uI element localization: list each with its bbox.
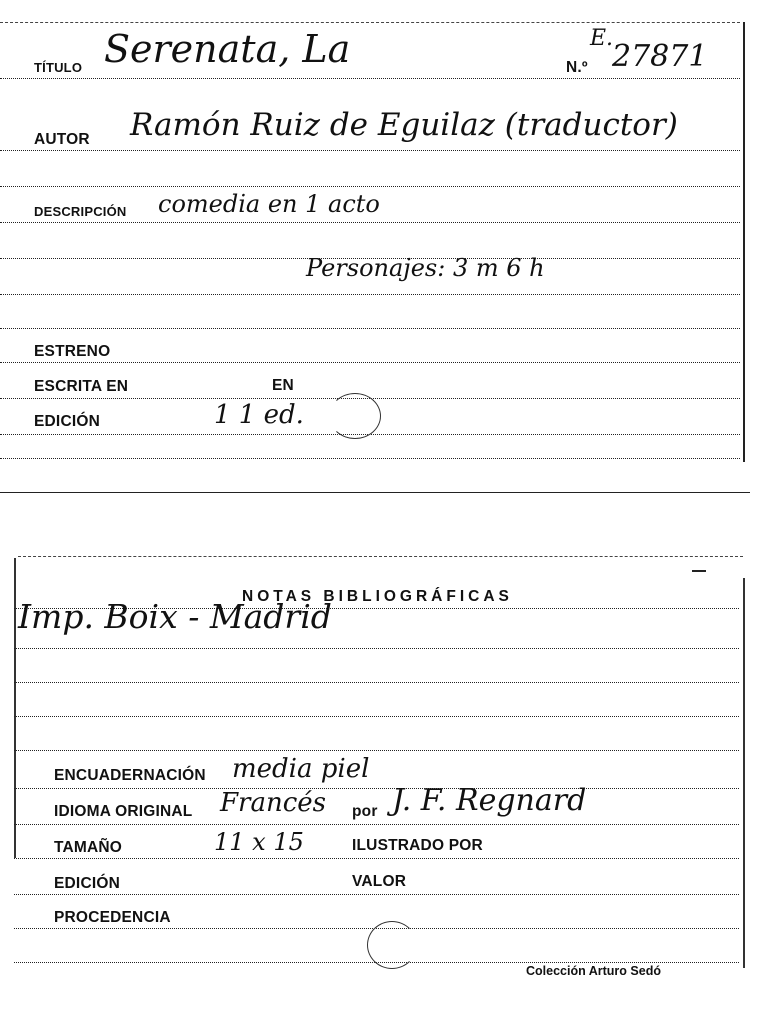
edicion-label: EDICIÓN [34,413,100,430]
encuadernacion-label: ENCUADERNACIÓN [54,767,206,784]
valor-label: VALOR [352,873,407,890]
personajes-value: Personajes: 3 m 6 h [306,254,545,282]
por-label: por [352,803,378,820]
idioma-original-value: Francés [220,788,327,818]
por-value: J. F. Regnard [392,783,587,818]
en-label: EN [272,377,294,394]
notas-value: Imp. Boix - Madrid [18,597,332,636]
descripcion-label: DESCRIPCIÓN [34,204,127,219]
ruled-line [14,894,739,895]
edge-mark [692,570,706,572]
collection-footer: Colección Arturo Sedó [526,964,661,978]
tamano-label: TAMAÑO [54,839,123,856]
punch-hole [367,921,417,969]
encuadernacion-value: media piel [232,754,370,784]
ruled-line [0,294,740,295]
edicion-label: EDICIÓN [54,875,120,892]
ruled-line [14,788,739,789]
ruled-line [14,750,739,751]
escrita-en-label: ESCRITA EN [34,378,129,395]
card-top-edge [0,22,740,23]
ruled-line [0,78,740,79]
autor-label: AUTOR [34,131,90,148]
numero-value: 27871 [612,39,708,74]
tamano-value: 11 x 15 [214,828,304,856]
descripcion-value: comedia en 1 acto [158,190,380,218]
ilustrado-por-label: ILUSTRADO POR [352,837,483,854]
ruled-line [0,458,740,459]
ruled-line [0,186,740,187]
ruled-line [0,222,740,223]
ruled-line [0,362,740,363]
card-cut-line [0,492,750,493]
ruled-line [14,682,739,683]
titulo-label: TÍTULO [34,60,83,75]
numero-label: N.º [566,59,588,76]
autor-value: Ramón Ruiz de Eguilaz (traductor) [130,107,678,143]
card-right-edge [743,578,745,968]
punch-hole [329,393,381,439]
card-right-edge [743,22,745,462]
catalog-card-front [0,0,759,492]
card-top-edge [18,556,743,557]
edicion-value: 1 1 ed. [214,400,304,430]
ruled-line [14,824,739,825]
notas-bibliograficas-title: NOTAS BIBLIOGRÁFICAS [242,588,513,605]
idioma-original-label: IDIOMA ORIGINAL [54,803,193,820]
ruled-line [14,648,739,649]
titulo-value: Serenata, La [104,27,351,71]
ruled-line [14,716,739,717]
ruled-line [14,858,739,859]
card-left-edge [14,558,16,858]
procedencia-label: PROCEDENCIA [54,909,171,926]
ruled-line [0,328,740,329]
catalog-card-back [14,548,759,998]
numero-prefix: E. [590,26,614,51]
estreno-label: ESTRENO [34,343,111,360]
ruled-line [0,150,740,151]
